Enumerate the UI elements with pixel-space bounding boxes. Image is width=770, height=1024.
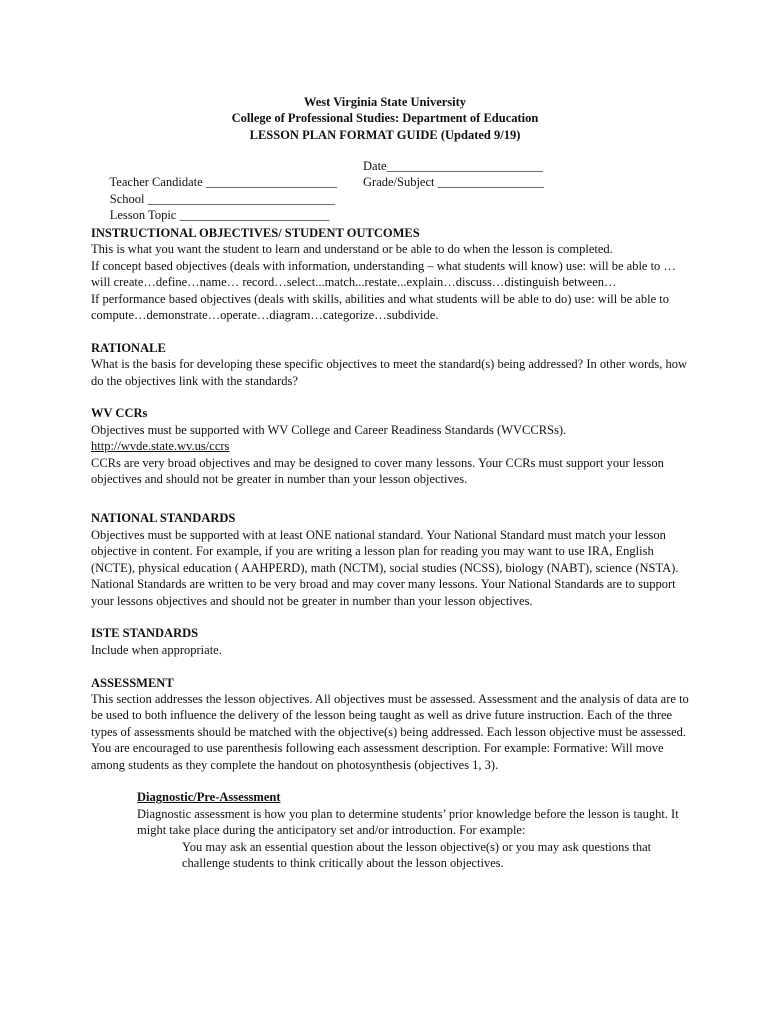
objectives-paragraph-1: This is what you want the student to learn and understand or be able to do when the lesson is completed. <box>91 242 613 257</box>
rationale-paragraph: What is the basis for developing these specific objectives to meet the standard(s) being addressed? In other words, how do the objectives link with the standards? <box>91 357 688 388</box>
diagnostic-subsection <box>137 789 691 871</box>
iste-title: ISTE STANDARDS <box>91 626 199 641</box>
wvccrs-section <box>91 405 691 487</box>
objectives-paragraph-3: If performance based objectives (deals with skills, abilities and what students will be able to do) use: will be able to compute…demonstrate…operate…diagram…categorize…subdivide. <box>91 291 669 323</box>
national-standards-title: NATIONAL STANDARDS <box>91 511 236 526</box>
assessment-paragraph: This section addresses the lesson objectives. All objectives must be assessed. Assessment and the analysis of data are to be used to both influence the delivery of the lesson being taught as well as drive future instruction. Each of the three types of assessments should be matched with the objective(s) being addressed. Each lesson objective must be assessed. You are encouraged to use parenthesis following each assessment description. For example: Formative: Will move among students as they complete the handout on photosynthesis (objectives 1, 3). <box>91 691 689 772</box>
iste-paragraph: Include when appropriate. <box>91 642 222 657</box>
document-body <box>91 225 691 871</box>
wvccrs-title: WV CCRs <box>91 406 148 421</box>
iste-section <box>91 625 691 658</box>
national-standards-section <box>91 510 691 608</box>
document-header <box>0 94 770 143</box>
school-field: School ______________________________ <box>109 191 336 206</box>
guide-title: LESSON PLAN FORMAT GUIDE (Updated 9/19) <box>249 127 521 142</box>
college-name: College of Professional Studies: Department of Education <box>231 111 539 126</box>
objectives-paragraph-2: If concept based objectives (deals with information, understanding – what students will know) use: will be able to … will create…define…name… record…select...match...restate...explain…discuss…distinguish between… <box>91 258 676 290</box>
diagnostic-title: Diagnostic/Pre-Assessment <box>137 790 281 805</box>
date-field: Date_________________________ <box>363 159 543 173</box>
rationale-section <box>91 340 691 389</box>
diagnostic-paragraph-2: You may ask an essential question about the lesson objective(s) or you may ask questions that challenge students to think critically about the lesson objectives. <box>182 839 652 870</box>
national-standards-paragraph-1: Objectives must be supported with at least ONE national standard. Your National Standard must match your lesson objective in content. For example, if you are writing a lesson plan for reading you may want to use IRA, English (NCTE), physical education ( AAHPERD), math (NCTM), social studies (NCSS), biology (NABT), science (NSTA). <box>91 527 679 575</box>
assessment-title: ASSESSMENT <box>91 675 174 690</box>
wvccrs-link[interactable]: http://wvde.state.wv.us/ccrs <box>91 439 230 454</box>
objectives-section <box>91 225 691 323</box>
teacher-candidate-field: Teacher Candidate _____________________ <box>109 175 338 190</box>
wvccrs-paragraph-1: Objectives must be supported with WV College and Career Readiness Standards (WVCCRSs). <box>91 422 567 437</box>
form-fields <box>91 158 691 223</box>
university-name: West Virginia State University <box>303 95 467 109</box>
lesson-topic-field: Lesson Topic ________________________ <box>109 208 330 223</box>
grade-subject-field: Grade/Subject _________________ <box>363 175 544 190</box>
national-standards-paragraph-2: National Standards are written to be very broad and may cover many lessons. Your National Standards are to support your lessons objectives and should not be greater in number than your lesson objectives. <box>91 577 676 608</box>
diagnostic-paragraph-1: Diagnostic assessment is how you plan to determine students’ prior knowledge before the lesson is taught. It might take place during the anticipatory set and/or introduction. For example: <box>137 806 679 838</box>
objectives-title: INSTRUCTIONAL OBJECTIVES/ STUDENT OUTCOMES <box>91 226 420 240</box>
wvccrs-paragraph-2: CCRs are very broad objectives and may be designed to cover many lessons. Your CCRs must support your lesson objectives and should not be greater in number than your lesson objectives. <box>91 455 664 487</box>
assessment-section <box>91 675 691 872</box>
rationale-title: RATIONALE <box>91 340 166 355</box>
